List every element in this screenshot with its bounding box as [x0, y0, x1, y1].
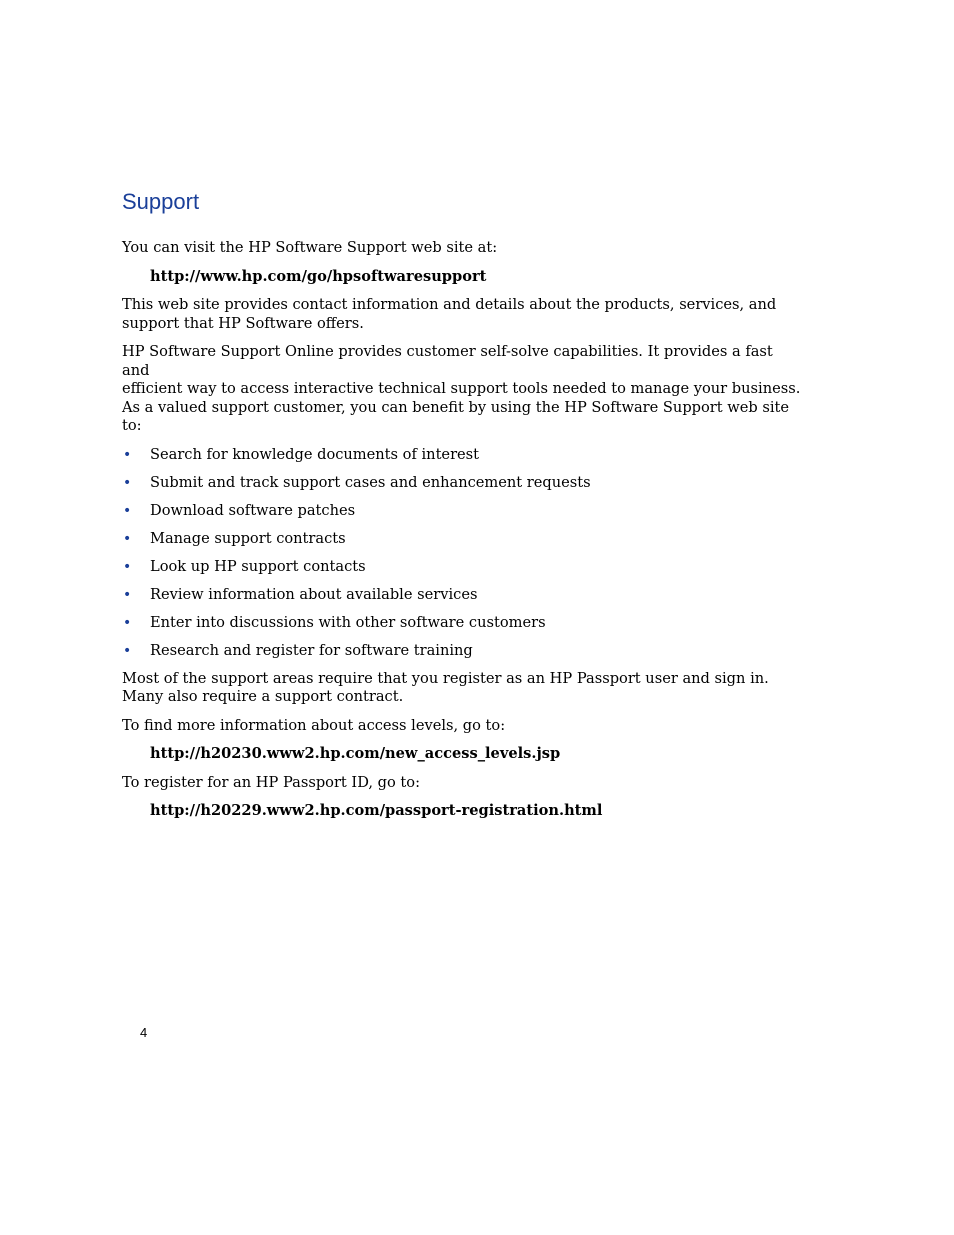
passport-intro: To register for an HP Passport ID, go to: — [122, 773, 420, 791]
section-heading: Support — [122, 189, 200, 214]
access-levels-intro: To find more information about access levels, go to: — [122, 716, 506, 734]
online-paragraph-line: efficient way to access interactive technical support tools needed to manage your business. — [122, 380, 801, 397]
list-item-text: Download software patches — [150, 501, 356, 519]
passport-url: http://h20229.www2.hp.com/passport-registration.html — [150, 802, 603, 819]
online-paragraph — [122, 343, 802, 436]
list-item-text: Submit and track support cases and enhancement requests — [150, 473, 591, 491]
online-paragraph-line: As a valued support customer, you can benefit by using the HP Software Support web site to: — [122, 398, 790, 434]
list-item-text: Enter into discussions with other software customers — [150, 613, 546, 631]
page-number: 4 — [140, 1025, 148, 1040]
list-item-text: Review information about available services — [150, 585, 478, 603]
list-item — [122, 530, 802, 549]
list-item — [122, 614, 802, 633]
list-item — [122, 586, 802, 605]
list-item-text: Search for knowledge documents of interest — [150, 445, 480, 463]
bullet-icon: • — [123, 502, 132, 519]
bullet-icon: • — [123, 586, 132, 603]
registration-note — [122, 670, 802, 707]
access-levels-url: http://h20230.www2.hp.com/new_access_levels.jsp — [150, 745, 561, 762]
section-body — [122, 239, 802, 831]
bullet-icon: • — [123, 530, 132, 547]
bullet-icon: • — [123, 614, 132, 631]
intro-paragraph: You can visit the HP Software Support web site at: — [122, 239, 498, 256]
bullet-icon: • — [123, 446, 132, 463]
list-item — [122, 502, 802, 521]
site-description-paragraph: This web site provides contact information and details about the products, services, and support that HP Software offers. — [122, 296, 777, 332]
support-url: http://www.hp.com/go/hpsoftwaresupport — [150, 267, 487, 285]
bullet-icon: • — [123, 642, 132, 659]
benefits-list — [122, 446, 802, 661]
list-item — [122, 474, 802, 493]
list-item-text: Manage support contracts — [150, 529, 346, 547]
list-item-text: Look up HP support contacts — [150, 557, 366, 575]
bullet-icon: • — [123, 474, 132, 491]
list-item — [122, 558, 802, 577]
list-item — [122, 642, 802, 661]
bullet-icon: • — [123, 558, 132, 575]
online-paragraph-line: HP Software Support Online provides customer self-solve capabilities. It provides a fast and — [122, 343, 773, 379]
registration-note-line: Many also require a support contract. — [122, 688, 404, 705]
registration-note-line: Most of the support areas require that you register as an HP Passport user and sign in. — [122, 669, 769, 687]
list-item — [122, 446, 802, 465]
list-item-text: Research and register for software training — [150, 641, 473, 659]
